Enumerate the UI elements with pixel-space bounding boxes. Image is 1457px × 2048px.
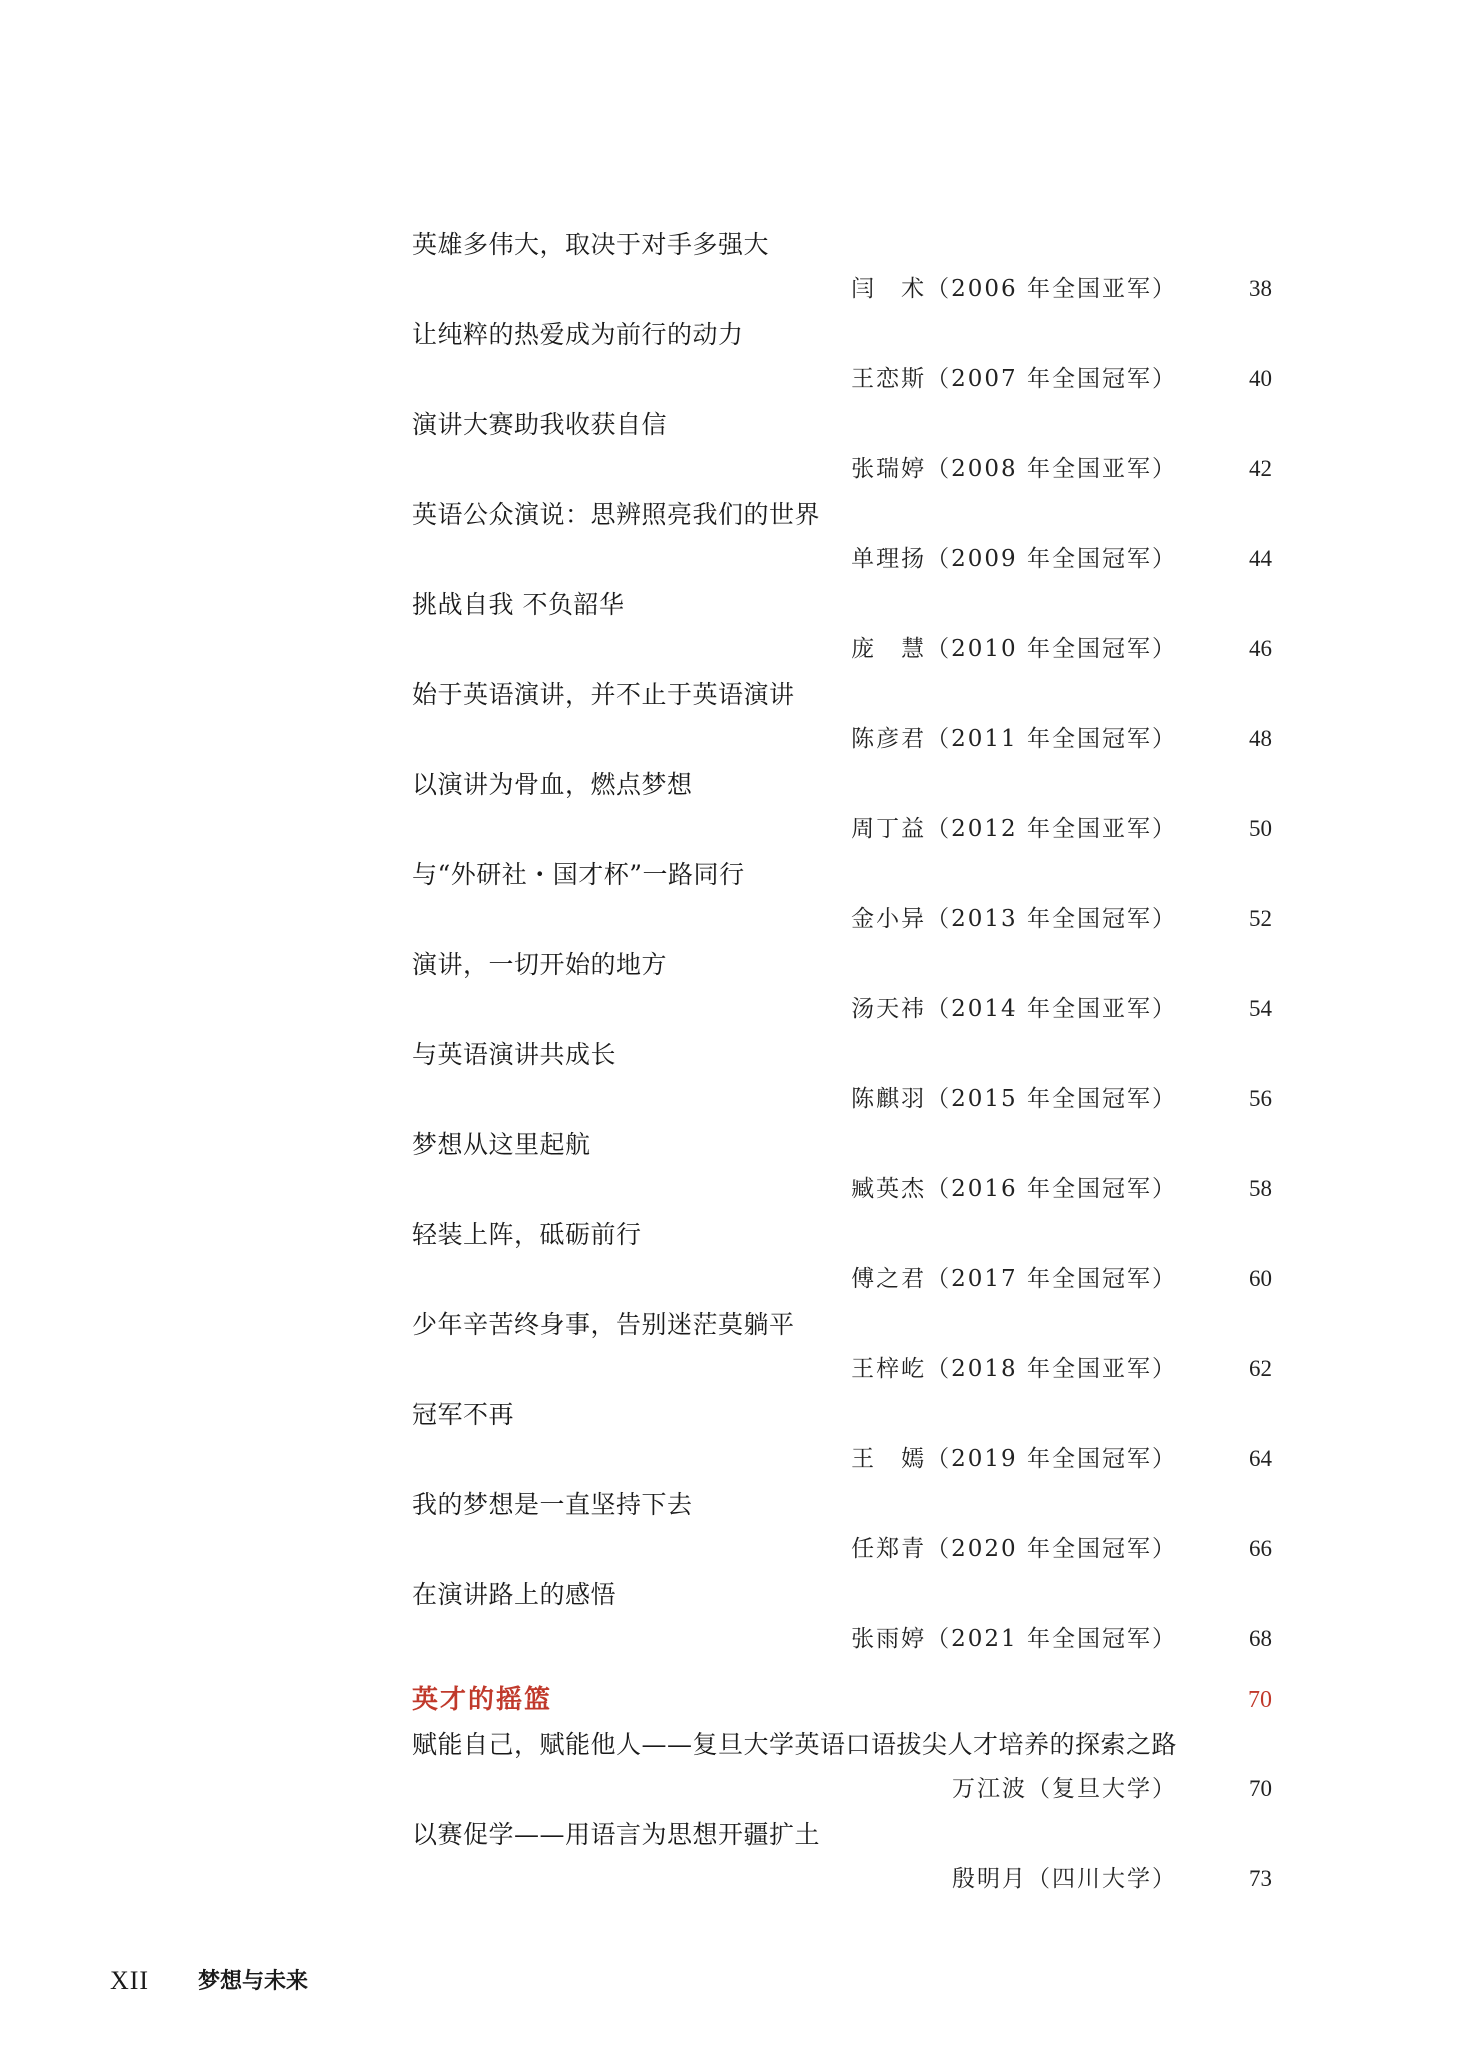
entry-title: 在演讲路上的感悟 [412, 1580, 617, 1609]
entry-title: 挑战自我 不负韶华 [412, 590, 625, 619]
toc-entry[interactable] [412, 1818, 1272, 1908]
entry-title: 冠军不再 [412, 1400, 515, 1429]
entry-page-number: 44 [1249, 546, 1272, 571]
entry-page-number: 60 [1249, 1266, 1272, 1291]
toc-entry[interactable] [412, 498, 1272, 588]
entry-author: 任郑青（2020 年全国冠军） [851, 1536, 1177, 1562]
entry-author: 万江波（复旦大学） [952, 1776, 1177, 1802]
entry-title: 英语公众演说：思辨照亮我们的世界 [412, 500, 821, 529]
entry-title: 演讲，一切开始的地方 [412, 950, 668, 979]
entry-title: 以赛促学——用语言为思想开疆扩土 [412, 1820, 821, 1849]
toc-entry[interactable] [412, 228, 1272, 318]
entry-page-number: 46 [1249, 636, 1272, 661]
entry-title: 我的梦想是一直坚持下去 [412, 1490, 693, 1519]
toc-entry[interactable] [412, 1488, 1272, 1578]
entry-author: 单理扬（2009 年全国冠军） [851, 546, 1177, 572]
toc-entry[interactable] [412, 408, 1272, 498]
toc-entry[interactable] [412, 1218, 1272, 1308]
entry-author: 臧英杰（2016 年全国冠军） [851, 1176, 1177, 1202]
toc-entry[interactable] [412, 1398, 1272, 1488]
section-title: 英才的摇篮 [412, 1685, 553, 1715]
entry-title: 赋能自己，赋能他人——复旦大学英语口语拔尖人才培养的探索之路 [412, 1730, 1178, 1759]
entry-page-number: 52 [1249, 906, 1272, 931]
toc-entry[interactable] [412, 678, 1272, 768]
entry-author: 陈麒羽（2015 年全国冠军） [851, 1086, 1177, 1112]
entry-title: 与英语演讲共成长 [412, 1040, 617, 1069]
entry-author: 王梓屹（2018 年全国亚军） [851, 1356, 1177, 1382]
entry-title: 梦想从这里起航 [412, 1130, 591, 1159]
toc-entry[interactable] [412, 858, 1272, 948]
entry-page-number: 42 [1249, 456, 1272, 481]
entry-page-number: 58 [1249, 1176, 1272, 1201]
entry-author: 周丁益（2012 年全国亚军） [851, 816, 1177, 842]
entry-author: 金小异（2013 年全国冠军） [851, 906, 1177, 932]
entry-title: 以演讲为骨血，燃点梦想 [412, 770, 693, 799]
entry-title: 轻装上阵，砥砺前行 [412, 1220, 642, 1249]
entry-page-number: 73 [1249, 1866, 1272, 1891]
entry-page-number: 40 [1249, 366, 1272, 391]
section-page-number: 70 [1248, 1687, 1272, 1713]
entry-author: 王恋斯（2007 年全国冠军） [851, 366, 1177, 392]
entry-author: 张瑞婷（2008 年全国亚军） [851, 456, 1177, 482]
entry-page-number: 54 [1249, 996, 1272, 1021]
entry-author: 庞 慧（2010 年全国冠军） [851, 636, 1177, 662]
toc-section-heading[interactable] [412, 1682, 1272, 1728]
entry-title: 与“外研社・国才杯”一路同行 [412, 860, 745, 889]
entry-page-number: 62 [1249, 1356, 1272, 1381]
entry-page-number: 64 [1249, 1446, 1272, 1471]
entry-title: 演讲大赛助我收获自信 [412, 410, 668, 439]
toc-entry[interactable] [412, 1038, 1272, 1128]
toc-entry[interactable] [412, 1128, 1272, 1218]
entry-author: 傅之君（2017 年全国冠军） [851, 1266, 1177, 1292]
table-of-contents [412, 228, 1272, 1908]
toc-entry[interactable] [412, 768, 1272, 858]
entry-page-number: 50 [1249, 816, 1272, 841]
running-book-title: 梦想与未来 [198, 1968, 309, 1993]
entry-page-number: 68 [1249, 1626, 1272, 1651]
toc-entry[interactable] [412, 318, 1272, 408]
toc-section-entries [412, 1728, 1272, 1908]
toc-entry[interactable] [412, 1308, 1272, 1398]
toc-entries [412, 228, 1272, 1668]
entry-page-number: 56 [1249, 1086, 1272, 1111]
entry-page-number: 48 [1249, 726, 1272, 751]
entry-author: 汤天祎（2014 年全国亚军） [851, 996, 1177, 1022]
entry-title: 少年辛苦终身事，告别迷茫莫躺平 [412, 1310, 795, 1339]
entry-title: 让纯粹的热爱成为前行的动力 [412, 320, 744, 349]
entry-author: 王 嫣（2019 年全国冠军） [851, 1446, 1177, 1472]
entry-title: 始于英语演讲，并不止于英语演讲 [412, 680, 795, 709]
toc-entry[interactable] [412, 1578, 1272, 1668]
folio-page-number: XII [110, 1966, 150, 1995]
entry-author: 陈彦君（2011 年全国冠军） [851, 726, 1177, 752]
entry-author: 闫 术（2006 年全国亚军） [851, 276, 1177, 302]
entry-page-number: 66 [1249, 1536, 1272, 1561]
entry-title: 英雄多伟大，取决于对手多强大 [412, 230, 770, 259]
toc-entry[interactable] [412, 948, 1272, 1038]
toc-entry[interactable] [412, 1728, 1272, 1818]
entry-author: 殷明月（四川大学） [952, 1866, 1177, 1892]
entry-page-number: 38 [1249, 276, 1272, 301]
toc-entry[interactable] [412, 588, 1272, 678]
entry-author: 张雨婷（2021 年全国冠军） [851, 1626, 1177, 1652]
entry-page-number: 70 [1249, 1776, 1272, 1801]
